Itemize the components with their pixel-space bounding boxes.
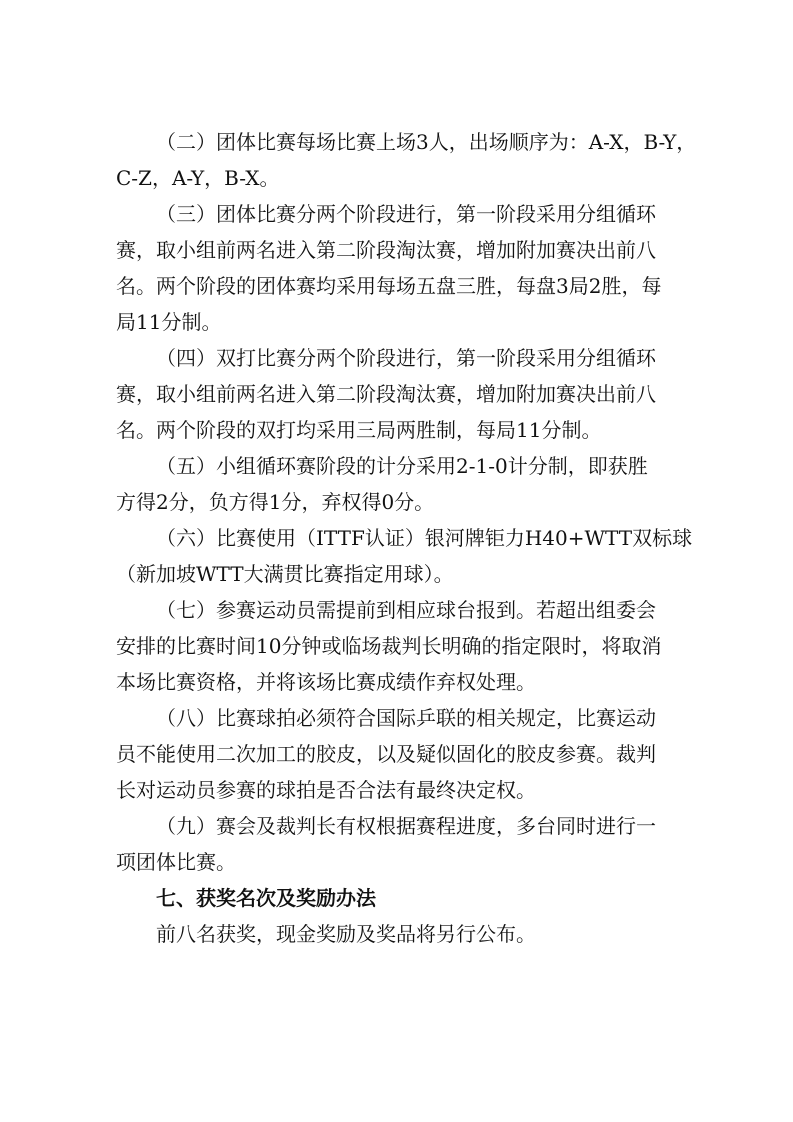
paragraph-line: C-Z，A-Y，B-X。 <box>116 166 280 190</box>
paragraph-line: （六）比赛使用（ITTF认证）银河牌钜力H40+WTT双标球 <box>156 526 693 550</box>
paragraph-doubles-stages <box>116 340 682 448</box>
section-heading: 七、获奖名次及奖励办法 <box>156 886 376 910</box>
paragraph-line: 局11分制。 <box>116 310 222 334</box>
paragraph-line: （九）赛会及裁判长有权根据赛程进度，多台同时进行一 <box>156 814 656 838</box>
paragraph-line: 安排的比赛时间10分钟或临场裁判长明确的指定限时，将取消 <box>116 634 662 658</box>
paragraph-line: 项团体比赛。 <box>116 850 236 874</box>
paragraph-line: 长对运动员参赛的球拍是否合法有最终决定权。 <box>116 778 536 802</box>
paragraph-line: 赛，取小组前两名进入第二阶段淘汰赛，增加附加赛决出前八 <box>116 238 656 262</box>
paragraph-ball <box>116 520 693 592</box>
paragraph-line: 前八名获奖，现金奖励及奖品将另行公布。 <box>156 922 536 946</box>
paragraph-racket <box>116 700 682 808</box>
paragraph-line: 名。两个阶段的双打均采用三局两胜制，每局11分制。 <box>116 418 602 442</box>
paragraph-line: （三）团体比赛分两个阶段进行，第一阶段采用分组循环 <box>156 202 656 226</box>
paragraph-awards <box>116 916 682 952</box>
paragraph-check-in <box>116 592 682 700</box>
paragraph-line: （七）参赛运动员需提前到相应球台报到。若超出组委会 <box>156 598 656 622</box>
paragraph-team-order <box>116 124 697 196</box>
paragraph-scoring <box>116 448 682 520</box>
paragraph-line: （新加坡WTT大满贯比赛指定用球）。 <box>116 562 454 586</box>
paragraph-line: 赛，取小组前两名进入第二阶段淘汰赛，增加附加赛决出前八 <box>116 382 656 406</box>
paragraph-line: 员不能使用二次加工的胶皮，以及疑似固化的胶皮参赛。裁判 <box>116 742 656 766</box>
paragraph-line: （五）小组循环赛阶段的计分采用2-1-0计分制，即获胜 <box>156 454 648 478</box>
paragraph-line: （四）双打比赛分两个阶段进行，第一阶段采用分组循环 <box>156 346 656 370</box>
paragraph-line: 方得2分，负方得1分，弃权得0分。 <box>116 490 435 514</box>
paragraph-line: （八）比赛球拍必须符合国际乒联的相关规定，比赛运动 <box>156 706 656 730</box>
paragraph-line: （二）团体比赛每场比赛上场3人，出场顺序为：A-X，B-Y， <box>156 130 697 154</box>
paragraph-team-stages <box>116 196 682 340</box>
paragraph-line: 名。两个阶段的团体赛均采用每场五盘三胜，每盘3局2胜，每 <box>116 274 662 298</box>
paragraph-schedule <box>116 808 682 880</box>
paragraph-line: 本场比赛资格，并将该场比赛成绩作弃权处理。 <box>116 670 536 694</box>
